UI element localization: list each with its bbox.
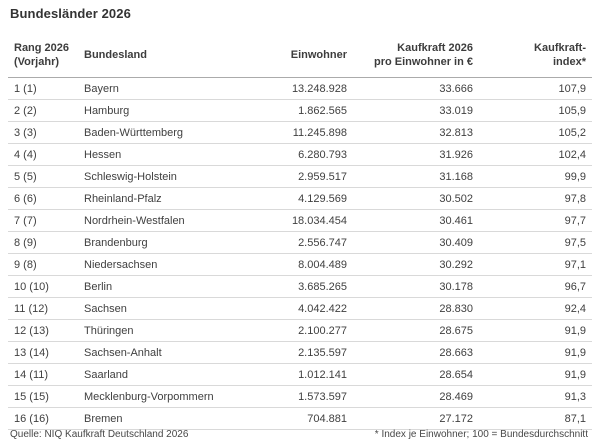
cell-rank: 4 (4) — [8, 144, 78, 166]
cell-index: 99,9 — [479, 166, 592, 188]
table-row — [8, 166, 592, 188]
cell-rank: 13 (14) — [8, 342, 78, 364]
cell-purchasing-power: 30.461 — [353, 210, 479, 232]
cell-rank: 8 (9) — [8, 232, 78, 254]
cell-population: 2.959.517 — [248, 166, 353, 188]
table-body — [8, 78, 592, 430]
table-row — [8, 320, 592, 342]
table-row — [8, 100, 592, 122]
column-header-purchasing-power-line1: Kaufkraft 2026 — [397, 42, 473, 54]
cell-state: Schleswig-Holstein — [78, 166, 248, 188]
cell-rank: 10 (10) — [8, 276, 78, 298]
table-row — [8, 210, 592, 232]
cell-state: Sachsen-Anhalt — [78, 342, 248, 364]
cell-purchasing-power: 28.675 — [353, 320, 479, 342]
cell-rank: 3 (3) — [8, 122, 78, 144]
cell-index: 97,8 — [479, 188, 592, 210]
cell-rank: 9 (8) — [8, 254, 78, 276]
cell-index: 96,7 — [479, 276, 592, 298]
cell-purchasing-power: 32.813 — [353, 122, 479, 144]
cell-population: 11.245.898 — [248, 122, 353, 144]
cell-population: 1.573.597 — [248, 386, 353, 408]
cell-index: 105,9 — [479, 100, 592, 122]
cell-purchasing-power: 30.409 — [353, 232, 479, 254]
cell-state: Mecklenburg-Vorpommern — [78, 386, 248, 408]
column-header-index-line1: Kaufkraft- — [534, 42, 586, 54]
cell-index: 92,4 — [479, 298, 592, 320]
cell-population: 1.862.565 — [248, 100, 353, 122]
table-row — [8, 386, 592, 408]
cell-population: 704.881 — [248, 408, 353, 430]
cell-rank: 2 (2) — [8, 100, 78, 122]
column-header-rank-line2: (Vorjahr) — [14, 55, 60, 68]
cell-population: 2.135.597 — [248, 342, 353, 364]
cell-state: Bayern — [78, 78, 248, 100]
column-header-index-line2: index* — [552, 55, 586, 68]
table-row — [8, 144, 592, 166]
column-header-index — [479, 36, 592, 78]
table-row — [8, 298, 592, 320]
cell-population: 3.685.265 — [248, 276, 353, 298]
table-row — [8, 78, 592, 100]
column-header-population: Einwohner — [248, 36, 353, 78]
table-header — [8, 36, 592, 78]
cell-purchasing-power: 30.502 — [353, 188, 479, 210]
source-note: Quelle: NIQ Kaufkraft Deutschland 2026 — [10, 429, 189, 440]
cell-rank: 14 (11) — [8, 364, 78, 386]
column-header-rank-line1: Rang 2026 — [14, 42, 70, 54]
cell-population: 1.012.141 — [248, 364, 353, 386]
cell-state: Nordrhein-Westfalen — [78, 210, 248, 232]
cell-purchasing-power: 30.292 — [353, 254, 479, 276]
cell-rank: 15 (15) — [8, 386, 78, 408]
cell-population: 4.129.569 — [248, 188, 353, 210]
cell-state: Bremen — [78, 408, 248, 430]
cell-population: 4.042.422 — [248, 298, 353, 320]
cell-state: Brandenburg — [78, 232, 248, 254]
cell-state: Hessen — [78, 144, 248, 166]
cell-purchasing-power: 28.654 — [353, 364, 479, 386]
cell-index: 91,9 — [479, 320, 592, 342]
cell-purchasing-power: 28.663 — [353, 342, 479, 364]
cell-index: 97,1 — [479, 254, 592, 276]
cell-purchasing-power: 33.019 — [353, 100, 479, 122]
cell-population: 8.004.489 — [248, 254, 353, 276]
cell-purchasing-power: 28.469 — [353, 386, 479, 408]
cell-index: 107,9 — [479, 78, 592, 100]
cell-purchasing-power: 33.666 — [353, 78, 479, 100]
page-title: Bundesländer 2026 — [10, 6, 131, 21]
cell-state: Sachsen — [78, 298, 248, 320]
cell-purchasing-power: 31.168 — [353, 166, 479, 188]
cell-index: 97,7 — [479, 210, 592, 232]
column-header-purchasing-power — [353, 36, 479, 78]
cell-state: Rheinland-Pfalz — [78, 188, 248, 210]
cell-population: 2.100.277 — [248, 320, 353, 342]
cell-index: 91,9 — [479, 342, 592, 364]
cell-state: Berlin — [78, 276, 248, 298]
cell-population: 18.034.454 — [248, 210, 353, 232]
cell-rank: 16 (16) — [8, 408, 78, 430]
column-header-state: Bundesland — [78, 36, 248, 78]
cell-purchasing-power: 28.830 — [353, 298, 479, 320]
table-row — [8, 364, 592, 386]
table-footer — [10, 429, 588, 440]
table-row — [8, 188, 592, 210]
cell-population: 6.280.793 — [248, 144, 353, 166]
index-footnote: * Index je Einwohner; 100 = Bundesdurchschnitt — [374, 429, 588, 440]
table-row — [8, 342, 592, 364]
bundeslaender-table — [8, 36, 592, 430]
cell-rank: 5 (5) — [8, 166, 78, 188]
cell-index: 105,2 — [479, 122, 592, 144]
table-row — [8, 232, 592, 254]
cell-index: 97,5 — [479, 232, 592, 254]
cell-rank: 12 (13) — [8, 320, 78, 342]
cell-rank: 6 (6) — [8, 188, 78, 210]
cell-state: Niedersachsen — [78, 254, 248, 276]
cell-rank: 7 (7) — [8, 210, 78, 232]
cell-state: Saarland — [78, 364, 248, 386]
cell-purchasing-power: 30.178 — [353, 276, 479, 298]
column-header-purchasing-power-line2: pro Einwohner in € — [373, 55, 473, 68]
column-header-rank — [8, 36, 78, 78]
cell-purchasing-power: 31.926 — [353, 144, 479, 166]
table-row — [8, 254, 592, 276]
table-row — [8, 122, 592, 144]
table-row — [8, 276, 592, 298]
cell-index: 102,4 — [479, 144, 592, 166]
cell-index: 87,1 — [479, 408, 592, 430]
cell-index: 91,3 — [479, 386, 592, 408]
cell-purchasing-power: 27.172 — [353, 408, 479, 430]
cell-population: 13.248.928 — [248, 78, 353, 100]
cell-rank: 1 (1) — [8, 78, 78, 100]
cell-state: Baden-Württemberg — [78, 122, 248, 144]
table-row — [8, 408, 592, 430]
cell-state: Thüringen — [78, 320, 248, 342]
cell-state: Hamburg — [78, 100, 248, 122]
cell-index: 91,9 — [479, 364, 592, 386]
cell-population: 2.556.747 — [248, 232, 353, 254]
cell-rank: 11 (12) — [8, 298, 78, 320]
